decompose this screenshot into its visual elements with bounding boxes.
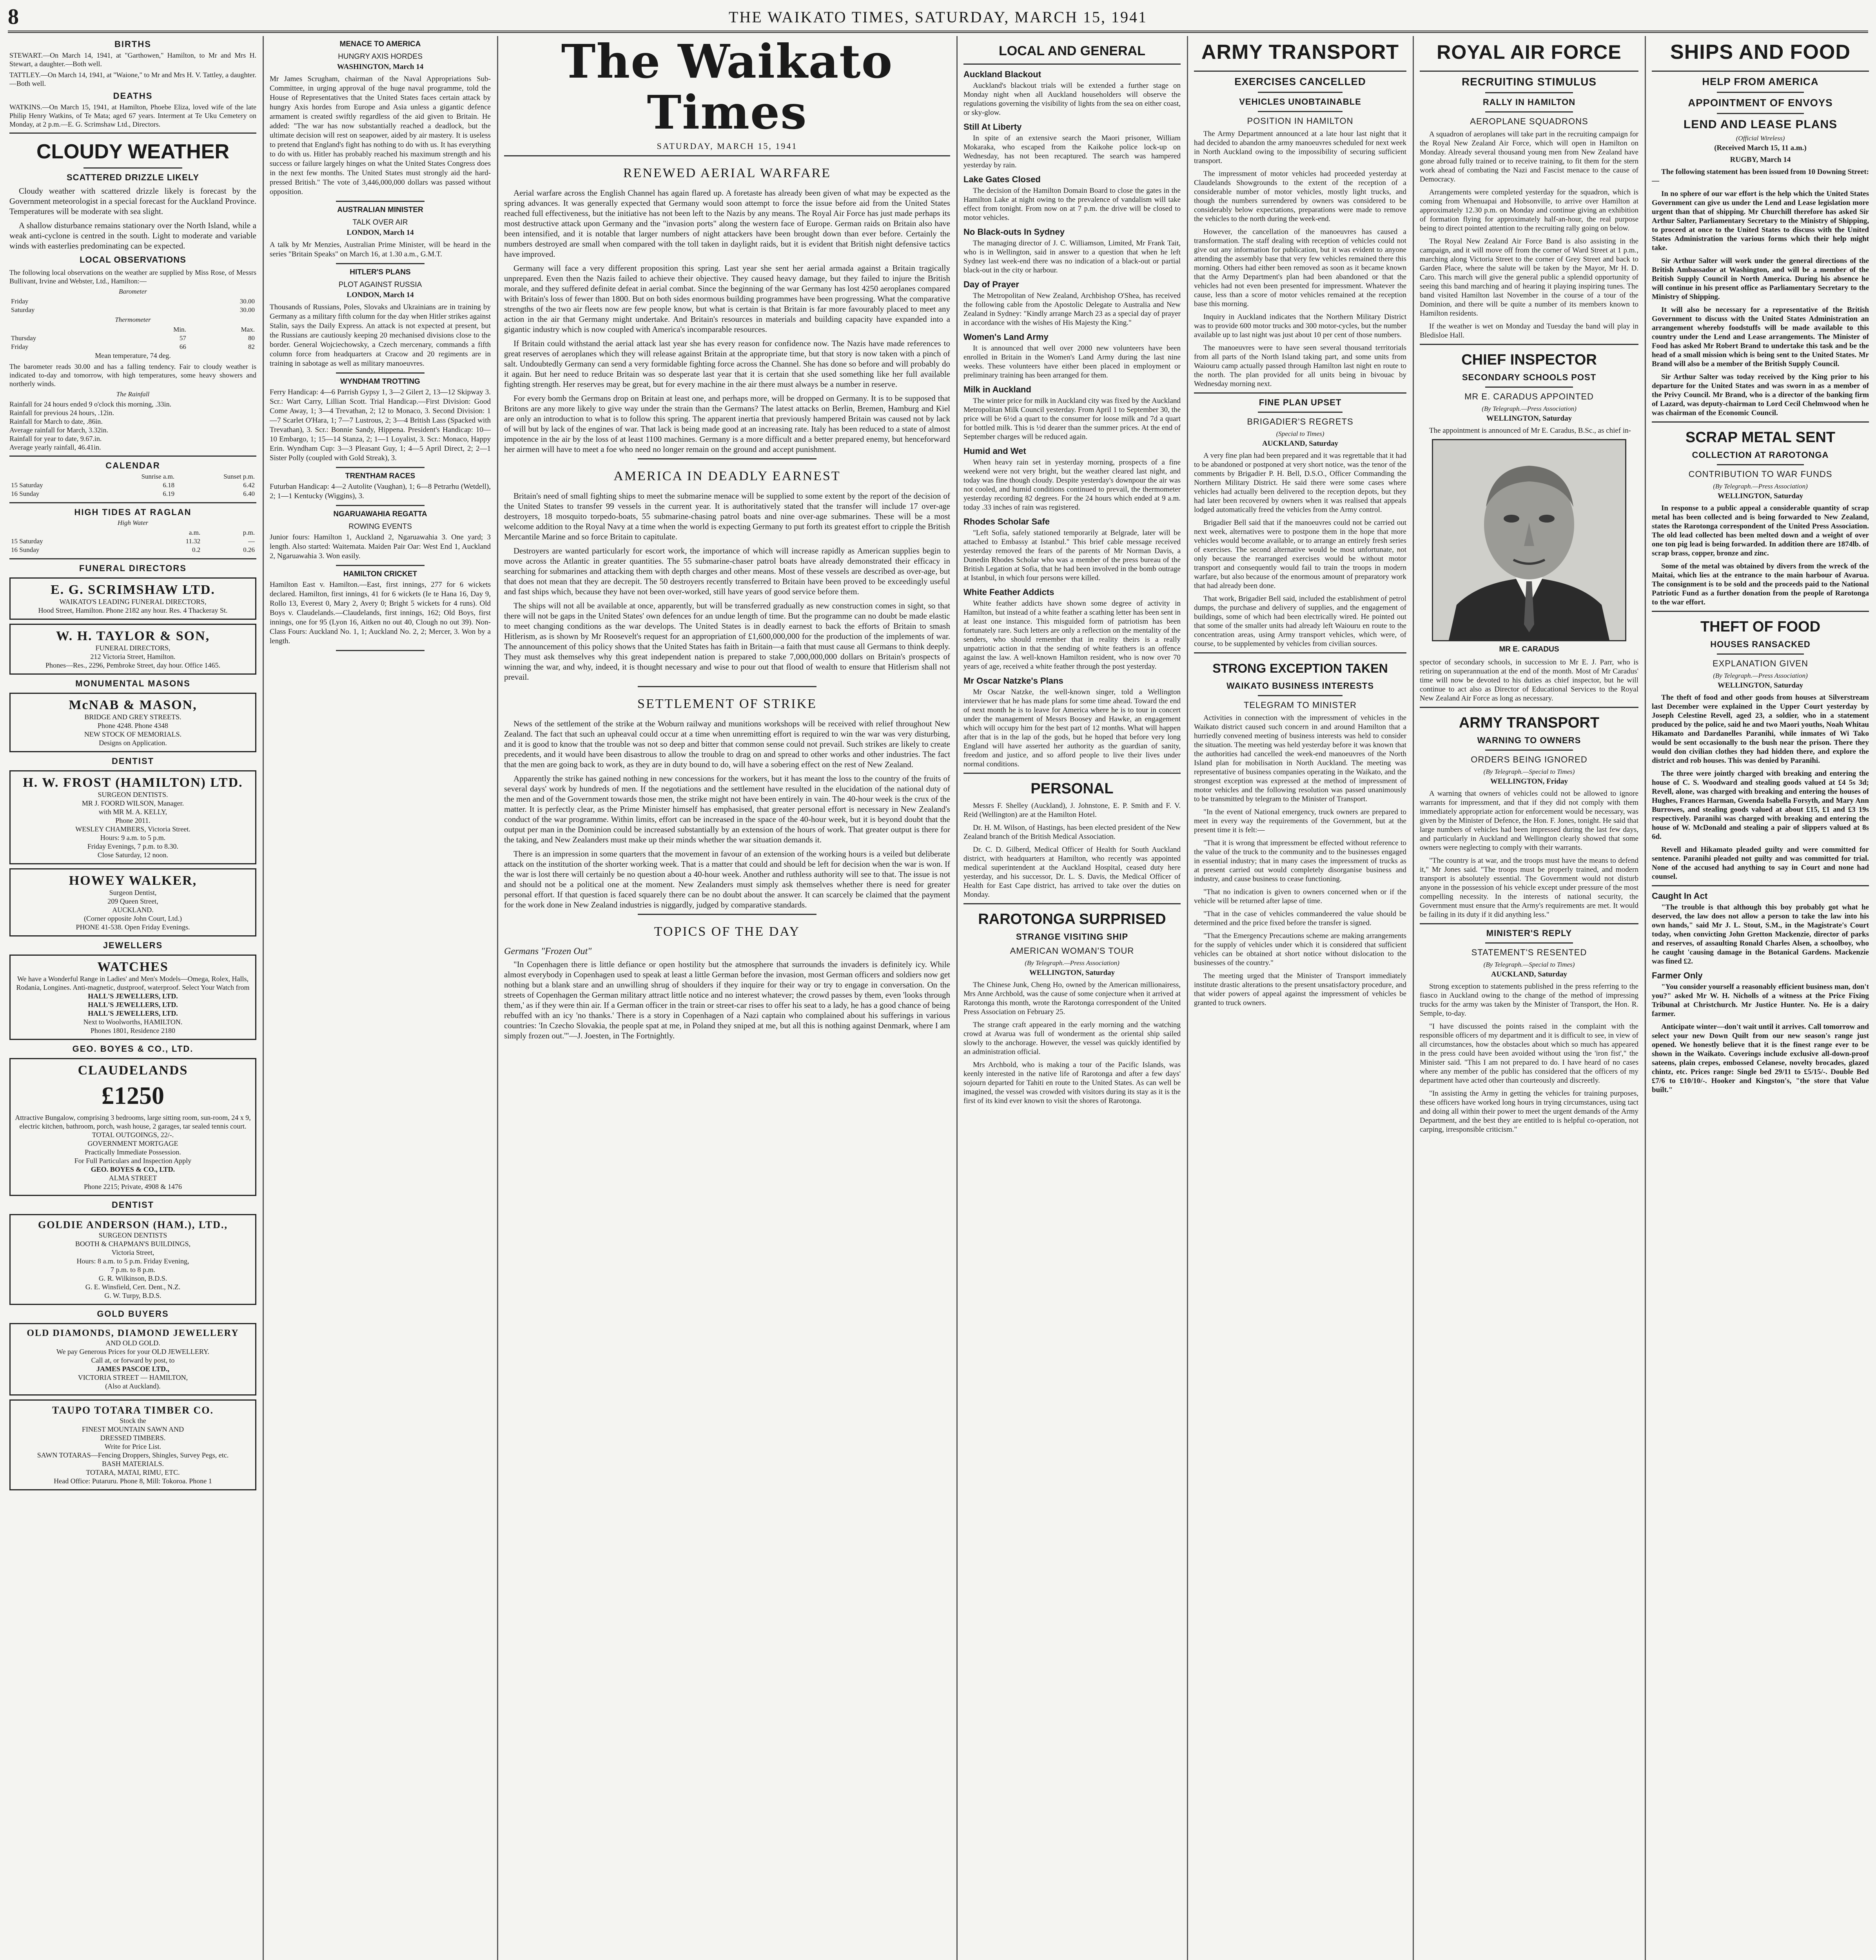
cable-subhead: TALK OVER AIR [352, 218, 408, 227]
dentist-ad: HOWEY WALKER, Surgeon Dentist, 209 Queen Street, AUCKLAND. (Corner opposite John Court, Ltd.) PHONE 41-538. Open Friday Evenings. [9, 868, 256, 936]
death-notice: WATKINS.—On March 15, 1941, at Hamilton, Phoebe Eliza, loved wife of the late Philip Henry Watkins, of Te Mata; aged 67 years. Interment at Te Uku Cemetery on Monday, at 2 p.m.—E. G. Scrimshaw Ltd., Directors. [9, 103, 256, 128]
scrap-metal-paragraph: Some of the metal was obtained by divers from the wreck of the Maitai, which lies at the entrance to the main harbour of Avarua. The consignment is to be sold and the proceeds paid to the National Patriotic Fund as a further donation from the people of Rarotonga to the war effort. [1652, 562, 1869, 606]
boyes-heading: GEO. BOYES & CO., LTD. [72, 1044, 194, 1054]
raf-headline: ROYAL AIR FORCE [1437, 41, 1622, 63]
rarotonga-headline: RAROTONGA SURPRISED [978, 911, 1166, 927]
observations-note: The barometer reads 30.00 and has a falling tendency. Fair to cloudy weather is indicated to-day and tomorrow, with high temperatures, some heavy showers and northerly winds. [9, 363, 256, 388]
portrait-illustration [1433, 440, 1625, 640]
birth-notice: TATTLEY.—On March 14, 1941, at "Waione," to Mr and Mrs H. V. Tattley, a daughter.—Both well. [9, 71, 256, 87]
strong-exception-paragraph: Activities in connection with the impressment of vehicles in the Waikato district caused such concern in and around Hamilton that a hurriedly convened meeting of business interests was held to consider the situation. The meeting was held yesterday before it was known that the authorities had cancelled the week-end manoeuvres of the North Island plan for mobilisation in North Auckland. The meeting was representative of business companies operating in the Waikato, and the strongest exception was expressed at the method of impressment of motor vehicles and the following resolution was passed unanimously to be transmitted by telegram to the Minister of Transport. [1194, 714, 1406, 803]
fine-plan-headline: FINE PLAN UPSET [1259, 397, 1342, 407]
cable-subhead: PLOT AGAINST RUSSIA [338, 281, 422, 289]
strong-exception-paragraph: The meeting urged that the Minister of Transport immediately institute drastic alterations to the present unsatisfactory procedure, and that wider powers of appeal against the impressment of vehicles be granted to truck owners. [1194, 972, 1406, 1007]
strong-exception-paragraph: "That it is wrong that impressment be effected without reference to the value of the truck to the community and to the businesses engaged in essential industry; that in many cases the impressment of trucks as at present carried out would completely disorganise business and industry, and cause business to cease functioning. [1194, 839, 1406, 883]
local-item-subhead: White Feather Addicts [963, 587, 1054, 597]
topics-headline: TOPICS OF THE DAY [654, 924, 800, 939]
property-ad: CLAUDELANDS £1250 Attractive Bungalow, comprising 3 bedrooms, large sitting room, sun-room, 24 x 9, electric kitchen, bathroom, porch, wash house, 2 garages, tar sealed tennis court. TOTAL OUTGOINGS, 22/-. GOVERNMENT MORTGAGE Practically Immediate Possession. For Full Particulars and Inspection Apply GEO. BOYES & CO., LTD. ALMA STREET Phone 2215; Private, 4908 & 1476 [9, 1058, 256, 1196]
rarotonga-paragraph: The strange craft appeared in the early morning and the watching crowd at Avarua was full of wonderment as the oriental ship sailed slowly to the anchorage. However, the vessel was quickly identified by an administration official. [963, 1021, 1181, 1056]
cable-headline: WYNDHAM TROTTING [340, 377, 420, 386]
editorial-paragraph: The ships will not all be available at once, apparently, but will be transferred gradually as new construction comes in sight, so that there will not be gaps in the United States' own defences for an undue length of time. But the programme can no doubt be made elastic to meet changing conditions as the war develops. The United States is in deadly earnest to back the efforts of Britain to smash Hitlerism, as is shown by Mr Roosevelt's request for an appropriation of £1,600,000,000 for the production of the implements of war. The announcement of this policy shows that the United States has faith in Britain—a faith that must cause all Germans to think deeply. They must ask themselves why this great independent nation is prepared to stake 7,000,000,000 dollars on Britain's prospects of winning the war, and why, indeed, it is thought necessary and wise to pour out that flood of wealth to ensure that Hitlerism shall not prevail. [504, 601, 950, 682]
column-rule [956, 36, 958, 1960]
editorial-headline: SETTLEMENT OF STRIKE [637, 697, 817, 711]
editorial-paragraph: Aerial warfare across the English Channel has again flared up. A foretaste has already been given of what may be expected as the spring advances. It was generally expected that Germany would soon attempt to force the issue before aid from the United States reached full effectiveness, but the initiative has not been left to the Nazis by any means. The Royal Air Force has just made perhaps its most destructive attack upon Germany and the "invasion ports" along the western face of Europe. German raids on Britain also have been intensified, and it is notable that larger numbers of night attackers have been brought down than ever before. Certainly the numbers destroyed are small when compared with the toll taken in daylight raids, but it is evident that British night defensive tactics have improved. [504, 188, 950, 259]
rarotonga-paragraph: The Chinese Junk, Cheng Ho, owned by the American millionairess, Mrs Anne Archbold, was the cause of some conjecture when it arrived at Rarotonga this month, wrote the Rarotonga correspondent of the United Press Association on February 25. [963, 981, 1181, 1016]
army-transport-headline: ARMY TRANSPORT [1201, 41, 1399, 64]
cable-item [270, 472, 491, 506]
thermometer-table: Min. Max. Thursday 57 80 Friday 66 82 [11, 326, 255, 350]
portrait-photo [1432, 439, 1626, 641]
dentist-heading: DENTIST [111, 1200, 154, 1210]
raf-paragraph: A squadron of aeroplanes will take part in the recruiting campaign for the Royal New Zealand Air Force, which will open in Hamilton on Monday. Already several thousand young men from New Zealand have gone abroad fully trained or to receive training, to fit them for the stern work ahead of combating the Nazi and Fascist menace to the cause of Democracy. [1420, 130, 1638, 183]
cable-text: Junior fours: Hamilton 1, Auckland 2, Ngaruawahia 3. One yard; 3 length. Also started: Waitemata. Maiden Pair Oar: West End 1, Auckland 2, Ngaruawahia 3. Won easily. [270, 533, 491, 560]
raf-paragraph: Arrangements were completed yesterday for the squadron, which is coming from Whenuapai and Hobsonville, to arrive over Hamilton at approximately 12.30 p.m. on Monday and continue giving an exhibition of formation flying for approximately half-an-hour, the real purpose being to direct pointed attention to the recruiting rally going on below. [1420, 188, 1638, 232]
fine-plan-paragraph: Brigadier Bell said that if the manoeuvres could not be carried out next week, alternatives were to postpone them in the hope that more vehicles would become available, or to arrange an entirely fresh series of exercises. The second alternative would be most unfortunate, not only because the rearranged exercises would be without motor transport and consequently would fail to train the troops in modern warfare, but also because of the enormous amount of preparatory work that had already been done. [1194, 519, 1406, 590]
army-paragraph: The Army Department announced at a late hour last night that it had decided to abandon the army manoeuvres scheduled for next week in North Auckland owing to the impossibility of securing sufficient transport. [1194, 130, 1406, 165]
editorial-paragraph: News of the settlement of the strike at the Woburn railway and munitions workshops will be received with relief throughout New Zealand. The fact that such an upheaval could occur at a time when unremitting effort is required to win the war was very disturbing, and it is good to know that the trouble was not so deep and bitter that common sense could not prevail. Such strikes are likely to create precedents, and it would have been disastrous to allow the trouble to drag on and spread to other works and other industries. The fact that the men are going back to work, as they are in duty bound to do, will have a sobering effect on the rest of New Zealand. [504, 719, 950, 769]
local-item-subhead: Milk in Auckland [963, 385, 1031, 394]
local-item-subhead: No Black-outs In Sydney [963, 227, 1065, 237]
weather-paragraph: A shallow disturbance remains stationary over the North Island, while a weak anti-cyclone is centred in the south. Light to moderate and variable winds with easterlies predominating can be expected. [9, 221, 256, 250]
local-item-text: In spite of an extensive search the Maori prisoner, William Mokaraka, who escaped from the Kaikohe police lock-up on Wednesday, has not been recaptured. The search was hampered yesterday by rain. [963, 134, 1181, 169]
rarotonga-paragraph: Mrs Archbold, who is making a tour of the Pacific Islands, was keenly interested in the native life of Rarotonga and after a few days' sojourn departed for Tahiti en route to the United States. As can well be imagined, the vessel was crowded with visitors during its stay as it is the first of its kind ever known to visit the shores of Rarotonga. [963, 1061, 1181, 1105]
ships-food-headline: SHIPS AND FOOD [1670, 41, 1851, 64]
calendar-table: Sunrise a.m. Sunset p.m. 15 Saturday 6.18 6.42 16 Sunday 6.19 6.40 [11, 473, 255, 497]
chief-inspector-headline: CHIEF INSPECTOR [1461, 352, 1597, 368]
chief-inspector-paragraph: The appointment is announced of Mr E. Caradus, B.Sc., as chief in- [1429, 426, 1631, 435]
births-heading: BIRTHS [114, 39, 151, 49]
local-item-text: It is announced that well over 2000 new volunteers have been enrolled in Britain in the Women's Land Army during the last nine weeks. These volunteers have either been placed in employment or preliminary training has been arranged for them. [963, 344, 1181, 379]
jewellers-heading: JEWELLERS [103, 940, 163, 950]
local-general-headline: LOCAL AND GENERAL [999, 44, 1145, 58]
personal-paragraph: Dr. C. D. Gilberd, Medical Officer of Health for South Auckland district, with headquarters at Hamilton, who recently was appointed medical superintendent at the Auckland Hospital, ceased duty here yesterday, and his successor, Dr. L. S. Davis, the Medical Officer of Health for East Cape district, has arrived to take over the duties on Monday. [963, 846, 1181, 899]
raf-paragraph: If the weather is wet on Monday and Tuesday the band will play in Bledisloe Hall. [1420, 322, 1638, 339]
jewellers-ad: WATCHES We have a Wonderful Range in Ladies' and Men's Models—Omega, Rolex, Halls, Rodania, Longines. Anti-magnetic, dustproof, waterproof. Select Your Watch from HALL'S JEWELLERS, LTD. HALL'S JEWELLERS, LTD. HALL'S JEWELLERS, LTD. Next to Woolworths, HAMILTON. Phones 1801, Residence 2180 [9, 955, 256, 1040]
fine-plan-paragraph: That work, Brigadier Bell said, included the establishment of petrol dumps, the purchase and delivery of supplies, and the engagement of buildings, some of which had been electrically wired. He pointed out that some of the smaller units had already left Waiouru en route to the concentration areas, using Army transport vehicles, which were, of course, to be supplemented by vehicles from civilian sources. [1194, 595, 1406, 648]
tides-heading: HIGH TIDES AT RAGLAN [74, 507, 192, 517]
cable-item [270, 40, 491, 202]
editorial-headline: AMERICA IN DEADLY EARNEST [613, 469, 841, 483]
caught-in-act-subhead: Caught In Act [1652, 891, 1708, 901]
army-paragraph: The impressment of motor vehicles had proceeded yesterday at Claudelands Showgrounds to the extent of the reception of a considerable number of motor vehicles, mostly light trucks, and though the numbers surrendered by owners was considered to be considerably below expectations, preparations were made to remove the vehicles to the north during the week-end. [1194, 170, 1406, 223]
ministers-reply-paragraph: Strong exception to statements published in the press referring to the fiasco in Auckland owing to the change of the method of impressing trucks for the army was taken by the Minister of Transport, the Hon. R. Semple, to-day. [1420, 982, 1638, 1018]
scrap-metal-paragraph: In response to a public appeal a considerable quantity of scrap metal has been collected and is being forwarded to New Zealand, states the Rarotonga correspondent of the United Press Association. The old lead collected has been melted down and a weight of over one ton pig lead is being forwarded. In addition there are 1874lb. of scrap brass, copper, bronze and zinc. [1652, 504, 1869, 557]
dentist-heading: DENTIST [111, 756, 154, 766]
column-local-general: LOCAL AND GENERAL Auckland Blackout Auckland's blackout trials will be extended a further stage on Monday night when all Auckland householders will observe the regulations governing the visibility of lights from the sea on either coast, or sky-glow. Still At Liberty In spite of an extensive search the Maori prisoner, William Mokaraka, who escaped from the Kaikohe police lock-up on Wednesday, has not been recaptured. The search was hampered yesterday by rain. Lake Gates Closed The decision of the Hamilton Domain Board to close the gates in the Hamilton Lake at night owing to the prevalence of vandalism will take effect from tonight. From now on at 7 p.m. the drive will be closed to motor vehicles. No Black-outs In Sydney The managing director of J. C. Williamson, Limited, Mr Frank Tait, who is in Wellington, said in answer to a question that when he left Sydney last week-end there was no indication of a black-out or partial black-out in the city or harbour. Day of Prayer The Metropolitan of New Zealand, Archbishop O'Shea, has received the following cable from the Apostolic Delegate to Australia and New Zealand in Sydney: "Kindly arrange March 23 as a special day of prayer in accordance with the wishes of His Majesty the King." Women's Land Army It is announced that well over 2000 new volunteers have been enrolled in Britain in the Women's Land Army during the last nine weeks. These volunteers have either been placed in employment or preliminary training has been arranged for them. Milk in Auckland The winter price for milk in Auckland city was fixed by the Auckland Metropolitan Milk Council yesterday. From April 1 to September 30, the price will be 6½d a quart to the consumer for loose milk and 7d a quart for bottled milk. This is ½d dearer than the summer prices. At the end of September charges will be reduced again. Humid and Wet When heavy rain set in yesterday morning, prospects of a fine weekend were not very bright, but the weather cleared last night, and today was fine though cloudy. Despite yesterday's downpour the air was not cooled, and humid conditions continued to prevail, the thermometer yesterday recording 82 degrees. For the 24 hours which ended at 9 a.m. today .33 inches of rain was registered. Rhodes Scholar Safe "Left Sofia, safely stationed temporarily at Belgrade, later will be attached to Embassy at Istanbul." This brief cable message received yesterday removed the fears of the parents of Mr Norman Davis, a Dunedin Rhodes Scholar who was a member of the press bureau of the British Legation at Sofia, that he had been involved in the bomb outrage at Istanbul, in which four persons were killed. White Feather Addicts White feather addicts have shown some degree of activity in Hamilton, but instead of a white feather a scathing letter has been sent in at least one instance. This misguided form of patriotism has been fortunately rare. Such letters are only a reflection on the mentality of the senders, who should remember that in reality theirs is a really unpatriotic action in that the sending of white feathers is an offence against the law. A well-known Hamilton resident, who is now over 70 years of age, received a white feather through the post yesterday. Mr Oscar Natzke's Plans Mr Oscar Natzke, the well-known singer, told a Wellington interviewer that he has made plans for some time ahead. Toward the end of next month he is to leave for America where he is to tour in concert under the management of Messrs Boosey and Hawke, an engagement which will occupy him for the best part of 12 months. What will happen after that is in the lap of the gods, but he hoped that before very long England will have asserted her authority as the guardian of sanity, freedom and justice, and so afford people to live their lives under normal conditions. PERSONAL Messrs F. Shelley (Auckland), J. Johnstone, E. P. Smith and F. V. Reid (Wellington) are at the Hamilton Hotel. Dr. H. M. Wilson, of Hastings, has been elected president of the New Zealand branch of the British Medical Association. Dr. C. D. Gilberd, Medical Officer of Health for South Auckland district, with headquarters at Hamilton, who recently was appointed medical superintendent at the Auckland Hospital, ceased duty here yesterday, and his successor, Dr. L. S. Davis, the Medical Officer of Health for East Cape district, has arrived to take over the duties on Monday. RAROTONGA SURPRISED STRANGE VISITING SHIP AMERICAN WOMAN'S TOUR (By Telegraph.—Press Association) WELLINGTON, Saturday The Chinese Junk, Cheng Ho, owned by the American millionairess, Mrs Anne Archbold, was the cause of some conjecture when it arrived at Rarotonga this month, wrote the Rarotonga correspondent of the United Press Association on February 25. The strange craft appeared in the early morning and the watching crowd at Avarua was full of wonderment as the oriental ship sailed slowly to the anchorage. However, the vessel was quickly identified by an administration official. Mrs Archbold, who is making a tour of the Pacific Islands, was keenly interested in the native life of Rarotonga and after a few days' sojourn departed for Tahiti en route to the United States. As can well be imagined, the vessel was crowded with visitors during its stay as it is the first of its kind ever known to visit the shores of Rarotonga. [963, 36, 1181, 1960]
local-item-subhead: Rhodes Scholar Safe [963, 517, 1050, 526]
column-rule [497, 36, 498, 1960]
deaths-heading: DEATHS [113, 91, 153, 101]
mean-temperature: Mean temperature, 74 deg. [95, 352, 171, 359]
funeral-ad: E. G. SCRIMSHAW LTD. WAIKATO'S LEADING FUNERAL DIRECTORS, Hood Street, Hamilton. Phone 2182 any hour. Res. 4 Thackeray St. [9, 577, 256, 620]
topics-subhead: Germans "Frozen Out" [504, 946, 592, 956]
fine-plan-paragraph: A very fine plan had been prepared and it was regrettable that it had to be abandoned or postponed at very short notice, was the tenor of the comments by Brigadier P. H. Bell, D.S.O., Officer Commanding the Northern Military District. He said there were some cases where vehicles had actually been delivered to the reception depots, but they had later been recovered by owners when it was realised that appeals lodged automatically freed the vehicles from the Army control. [1194, 452, 1406, 514]
cable-text: Hamilton East v. Hamilton.—East, first innings, 277 for 6 wickets declared. Hamilton, first innings, 41 for 6 wickets (Ie te Hana 16, Day 9, Rollo 13, Everest 0, Mary 2, Avery 0; Bright 5 wickets for 4 runs). Old Boys v. Claudelands.—Claudelands, first innings, 162; Old Boys, first innings, one for 95 (Lyon 16, Aitken no out 40, Clough no out 39). Non-Class Fours: Auckland No. 1, 1; Auckland No. 2, 2; Mercer, 3. Won by a length. [270, 581, 491, 645]
observations-intro: The following local observations on the weather are supplied by Miss Rose, of Messrs Bullivant, Irvine and Webster, Ltd., Hamilton:— [9, 269, 256, 285]
cable-subhead: ROWING EVENTS [348, 523, 412, 531]
weather-headline: CLOUDY WEATHER [36, 140, 230, 163]
editorial-column [504, 36, 950, 1960]
weather-subhead: SCATTERED DRIZZLE LIKELY [66, 172, 200, 182]
chief-inspector-paragraph: spector of secondary schools, in succession to Mr E. J. Parr, who is retiring on superannuation at the end of the month. Most of Mr Caradus' time will now be devoted to his duties as chief inspector, but he will continue to act also as Director of Educational Services to the Royal New Zealand Air Force as long as necessary. [1420, 658, 1638, 702]
theft-headline: THEFT OF FOOD [1700, 619, 1821, 635]
ships-food-paragraph: Sir Arthur Salter was today received by the King prior to his departure for the United States and was sworn in as a member of the Privy Council. Mr Brand, who is a director of the banking firm of Lazard, was deputy-chairman to Lord Cecil Chelmwood when he was chairman of the Economic Council. [1652, 373, 1869, 417]
personal-paragraph: Dr. H. M. Wilson, of Hastings, has been elected president of the New Zealand branch of the British Medical Association. [963, 824, 1181, 841]
cable-item [270, 570, 491, 651]
weather-paragraph: Cloudy weather with scattered drizzle likely is forecast by the Government meteorologist in a special forecast for the Auckland Province. Temperatures will be moderate with sea slight. [9, 186, 256, 216]
local-item-text: The winter price for milk in Auckland city was fixed by the Auckland Metropolitan Milk Council yesterday. From April 1 to September 30, the price will be 6½d a quart to the consumer for loose milk and 7d a quart for bottled milk. This is ½d dearer than the summer prices. At the end of September charges will be reduced again. [963, 397, 1181, 441]
cable-headline: TRENTHAM RACES [345, 472, 415, 480]
local-item-text: The managing director of J. C. Williamson, Limited, Mr Frank Tait, who is in Wellington, said in answer to a question that when he left Sydney last week-end there was no indication of a black-out or partial black-out in the city or harbour. [963, 239, 1181, 274]
barometer-heading: Barometer [118, 288, 147, 295]
army-paragraph: Inquiry in Auckland indicates that the Northern Military District was to provide 600 motor trucks and 300 motor-cycles, but the number available up to last night was just about 10 per cent of those numbers. [1194, 313, 1406, 339]
army-paragraph: However, the cancellation of the manoeuvres has caused a transformation. The staff dealing with reception of vehicles could not give out any information for publication, but it was evident to anyone attending the assembly base that very few vehicles remained there this morning. Others had either been removed as soon as it became known that the Army Department's plan had been abandoned or that the vehicles had not even been presented for impressment. Whatever the cause, less than a score of motor vehicles remained at the reception base this morning. [1194, 228, 1406, 308]
cable-headline: NGARUAWAHIA REGATTA [333, 510, 427, 518]
strong-exception-paragraph: "In the event of National emergency, truck owners are prepared to meet in every way the requirements of the Government, but at the present time it is felt:— [1194, 808, 1406, 834]
cable-text: Mr James Scrugham, chairman of the Naval Appropriations Sub-Committee, in urging approval of the huge naval programme, told the House of Representatives that the United States faces certain attack by hungry Axis hordes from Europe and Asia unless a gigantic defence armament is created swiftly regardless of the aid given to Britain. He added: "The war has now substantially reached a deadlock, but the ultimate decision will rest on seapower, aided by air mastery. It is useless to pretend that England's fight has nothing to do with us. It has everything to do with us. Hitler has probably reached his maximum strength and his success or failure largely hinges on what the United States Congress does in the next few months. The United States must strongly aid the hard-pressed British." The vote of 3,446,000,000 dollars was passed without opposition. [270, 75, 491, 196]
birth-notice: STEWART.—On March 14, 1941, at "Garthowen," Hamilton, to Mr and Mrs H. Stewart, a daughter.—Both well. [9, 51, 256, 68]
strong-exception-paragraph: "That in the case of vehicles commandeered the value should be determined and the price fixed before the transfer is signed. [1194, 910, 1406, 927]
army-paragraph: The manoeuvres were to have seen several thousand territorials from all parts of the North Island taking part, and some units from Waiouru camp actually passed through Hamilton last night en route to the north. The plan provided for all units being in bivouac by Wednesday morning next. [1194, 344, 1406, 388]
local-item-text: White feather addicts have shown some degree of activity in Hamilton, but instead of a white feather a scathing letter has been sent in at least one instance. This misguided form of patriotism has been fortunately rare. Such letters are only a reflection on the mentality of the senders, who should remember that in reality theirs is a really unpatriotic action in that the sending of white feathers is an offence against the law. A well-known Hamilton resident, who is now over 70 years of age, received a white feather through the post yesterday. [963, 599, 1181, 671]
monumental-ad: McNAB & MASON, BRIDGE AND GREY STREETS. Phone 4248. Phone 4348 NEW STOCK OF MEMORIALS. Designs on Application. [9, 693, 256, 752]
cable-subhead: HUNGRY AXIS HORDES [338, 53, 423, 61]
cable-item [270, 377, 491, 468]
gold-heading: GOLD BUYERS [97, 1309, 169, 1319]
rainfall-line: Rainfall for 24 hours ended 9 o'clock this morning, .33in. [9, 400, 172, 408]
strong-exception-paragraph: "That no indication is given to owners concerned when or if the vehicle will be returned after lapse of time. [1194, 888, 1406, 905]
local-item-subhead: Lake Gates Closed [963, 174, 1041, 184]
column-royal-air-force: ROYAL AIR FORCE RECRUITING STIMULUS RALLY IN HAMILTON AEROPLANE SQUADRONS A squadron of aeroplanes will take part in the recruiting campaign for the Royal New Zealand Air Force, which will open in Hamilton on Monday. Already several thousand young men from New Zealand have gone abroad fully trained or to receive training, to fit them for the stern work ahead of combating the Nazi and Fascist menace to the cause of Democracy. Arrangements were completed yesterday for the squadron, which is coming from Whenuapai and Hobsonville, to arrive over Hamilton at approximately 12.30 p.m. on Monday and continue giving an exhibition of formation flying for approximately half-an-hour, the real purpose being to direct pointed attention to the recruiting rally going on below. The Royal New Zealand Air Force Band is also assisting in the campaign, and it will move off from the corner of Ward Street at 1 p.m., marching along Victoria Street to the corner of Grey Street and back to Garden Place, where the salute will be taken by the Mayor, Mr H. D. Caro. This march will give the general public a splendid opportunity of seeing this band marching and of hearing it playing inspiring tunes. The band visited Hamilton last November in the course of a tour of the Dominion, and there will be quite a number of its members known to Hamilton residents. If the weather is wet on Monday and Tuesday the band will play in Bledisloe Hall. CHIEF INSPECTOR SECONDARY SCHOOLS POST MR E. CARADUS APPOINTED (By Telegraph.—Press Association) WELLINGTON, Saturday The appointment is announced of Mr E. Caradus, B.Sc., as chief in- MR E. CARADUS spector of secondary schools, in succession to Mr E. J. Parr, who is retiring on superannuation at the end of the month. Most of Mr Caradus' time will now be devoted to his duties as chief inspector, but he will continue to act also as Director of Educational Services to the Royal New Zealand Air Force as long as necessary. ARMY TRANSPORT WARNING TO OWNERS ORDERS BEING IGNORED (By Telegraph.—Special to Times) WELLINGTON, Friday A warning that owners of vehicles could not be allowed to ignore warrants for impressment, and that if they did not comply with them immediately appropriate action for enforcement would be necessary, was given by the Minister of Defence, the Hon. F. Jones, tonight. He said that large numbers of vehicles had been impressed during the last few days, and particularly in Auckland and Wellington clearly showed that some owners were neglecting to comply with their warrants. "The country is at war, and the troops must have the means to defend it," Mr Jones said. "The troops must be properly trained, and modern transport is absolutely essential. The Government would not disturb anyone in the possession of his vehicle except under pressure of the most compelling necessity. In the interests of national security, the Government must ensure that the Army's requirements are met. It would be failing in its duty if it did anything less." MINISTER'S REPLY STATEMENT'S RESENTED (By Telegraph.—Special to Times) AUCKLAND, Saturday Strong exception to statements published in the press referring to the fiasco in Auckland owing to the change of the method of impressing trucks for the army was taken by the Minister of Transport, the Hon. R. Semple, to-day. "I have discussed the points raised in the complaint with the responsible officers of my department and it is difficult to see, in view of all circumstances, how the obstacles about which so much has appeared in the press could have been avoided without using the 'iron fist'," the Minister said. "This I am not prepared to do. I have heard of no cases where any member of the public has considered that the officers of my department have acted other than courteously and discreetly. "In assisting the Army in getting the vehicles for training purposes, these officers have worked long hours in trying circumstances, using tact and doing all within their power to meet the urgent demands of the Army Department, and the best they are entitled to is helpful co-operation, not carping, irresponsible criticism." [1420, 36, 1638, 1960]
thermometer-heading: Thermometer [115, 316, 151, 323]
barometer-table: Friday 30.00 Saturday 30.00 [11, 298, 255, 314]
column-classifieds: BIRTHS STEWART.—On March 14, 1941, at "Garthowen," Hamilton, to Mr and Mrs H. Stewart, a daughter.—Both well. TATTLEY.—On March 14, 1941, at "Waione," to Mr and Mrs H. V. Tattley, a daughter.—Both well. DEATHS WATKINS.—On March 15, 1941, at Hamilton, Phoebe Eliza, loved wife of the late Philip Henry Watkins, of Te Mata; aged 67 years. Interment at Te Uku Cemetery on Monday, at 2 p.m.—E. G. Scrimshaw Ltd., Directors. CLOUDY WEATHER SCATTERED DRIZZLE LIKELY Cloudy weather with scattered drizzle likely is forecast by the Government meteorologist in a special forecast for the Auckland Province. Temperatures will be moderate with sea slight. A shallow disturbance remains stationary over the North Island, while a weak anti-cyclone is centred in the south. Light to moderate and variable winds with easterlies predominating can be expected. LOCAL OBSERVATIONS The following local observations on the weather are supplied by Miss Rose, of Messrs Bullivant, Irvine and Webster, Ltd., Hamilton:— Barometer Friday 30.00 Saturday 30.00 Thermometer Min. Max. Thursday 57 80 Friday 66 82 Mean temperature, 74 deg. The barometer reads 30.00 and has a falling tendency. Fair to cloudy weather is indicated to-day and tomorrow, with high temperatures, some heavy showers and northerly winds. The Rainfall Rainfall for 24 hours ended 9 o'clock this morning, .33in. Rainfall for previous 24 hours, .12in. Rainfall for March to date, .86in. Average rainfall for March, 3.32in. Rainfall for year to date, 9.67.in. Average yearly rainfall, 46.41in. CALENDAR Sunrise a.m. Sunset p.m. 15 Saturday 6.18 6.42 16 Sunday 6.19 6.40 HIGH TIDES AT RAGLAN High Water a.m. p.m. 15 Saturday 11.32 — 16 Sunday 0.2 0.26 FUNERAL DIRECTORS E. G. SCRIMSHAW LTD. WAIKATO'S LEADING FUNERAL DIRECTORS, Hood Street, Hamilton. Phone 2182 any hour. Res. 4 Thackeray St. W. H. TAYLOR & SON, FUNERAL DIRECTORS, 212 Victoria Street, Hamilton. Phones—Res., 2296, Pembroke Street, day hour. Office 1465. MONUMENTAL MASONS McNAB & MASON, BRIDGE AND GREY STREETS. Phone 4248. Phone 4348 NEW STOCK OF MEMORIALS. Designs on Application. DENTIST H. W. FROST (HAMILTON) LTD. SURGEON DENTISTS. MR J. FOORD WILSON, Manager. with MR M. A. KELLY, Phone 2011. WESLEY CHAMBERS, Victoria Street. Hours: 9 a.m. to 5 p.m. Friday Evenings, 7 p.m. to 8.30. Close Saturday, 12 noon. HOWEY WALKER, Surgeon Dentist, 209 Queen Street, AUCKLAND. (Corner opposite John Court, Ltd.) PHONE 41-538. Open Friday Evenings. JEWELLERS WATCHES We have a Wonderful Range in Ladies' and Men's Models—Omega, Rolex, Halls, Rodania, Longines. Anti-magnetic, dustproof, waterproof. Select Your Watch from HALL'S JEWELLERS, LTD. HALL'S JEWELLERS, LTD. HALL'S JEWELLERS, LTD. Next to Woolworths, HAMILTON. Phones 1801, Residence 2180 GEO. BOYES & CO., LTD. CLAUDELANDS £1250 Attractive Bungalow, comprising 3 bedrooms, large sitting room, sun-room, 24 x 9, electric kitchen, bathroom, porch, wash house, 2 garages, tar sealed tennis court. TOTAL OUTGOINGS, 22/-. GOVERNMENT MORTGAGE Practically Immediate Possession. For Full Particulars and Inspection Apply GEO. BOYES & CO., LTD. ALMA STREET Phone 2215; Private, 4908 & 1476 DENTIST GOLDIE ANDERSON (HAM.), LTD., SURGEON DENTISTS BOOTH & CHAPMAN'S BUILDINGS, Victoria Street, Hours: 8 a.m. to 5 p.m. Friday Evening, 7 p.m. to 8 p.m. G. R. Wilkinson, B.D.S. G. E. Winsfield, Cert. Dent., N.Z. G. W. Turpy, B.D.S. GOLD BUYERS OLD DIAMONDS, DIAMOND JEWELLERY AND OLD GOLD. We pay Generous Prices for your OLD JEWELLERY. Call at, or forward by post, to JAMES PASCOE LTD., VICTORIA STREET — HAMILTON, (Also at Auckland). TAUPO TOTARA TIMBER CO. Stock the FINEST MOUNTAIN SAWN AND DRESSED TIMBERS. Write for Price List. SAWN TOTARAS—Fencing Droppers, Shingles, Survey Pegs, etc. BASH MATERIALS. TOTARA, MATAI, RIMU, ETC. Head Office: Putaruru. Phone 8, Mill: Tokoroa. Phone 1 [9, 36, 256, 1960]
raf-paragraph: The Royal New Zealand Air Force Band is also assisting in the campaign, and it will move off from the corner of Ward Street at 1 p.m., marching along Victoria Street to the corner of Grey Street and back to Garden Place, where the salute will be taken by the Mayor, Mr H. D. Caro. This march will give the general public a splendid opportunity of seeing this band marching and of hearing it playing inspiring tunes. The band visited Hamilton last November in the course of a tour of the Dominion, and there will be quite a number of its members known to Hamilton residents. [1420, 237, 1638, 318]
ships-food-paragraph: The following statement has been issued from 10 Downing Street:— [1652, 168, 1869, 185]
cable-text: A talk by Mr Menzies, Australian Prime Minister, will be heard in the series "Britain Speaks" on March 16, at 1.30 a.m., G.M.T. [270, 241, 491, 258]
edition-date: SATURDAY, MARCH 15, 1941 [657, 141, 798, 151]
column-ships-food: SHIPS AND FOOD HELP FROM AMERICA APPOINTMENT OF ENVOYS LEND AND LEASE PLANS (Official Wireless) (Received March 15, 11 a.m.) RUGBY, March 14 The following statement has been issued from 10 Downing Street:— In no sphere of our war effort is the help which the United States Government can give us under the Lend and Lease legislation more urgent than that of shipping. Mr Churchill therefore has asked Sir Arthur Salter, Parliamentary Secretary to the Ministry of Shipping, to proceed at once to the United States to discuss with the United States Administration the various forms which their help might take. Sir Arthur Salter will work under the general directions of the British Ambassador at Washington, and will be a member of the British Supply Council in North America. During his absence he will continue in his present office as Parliamentary Secretary to the Ministry of Shipping. It will also be necessary for a representative of the British Government to discuss with the United States Administration an arrangement whereby foodstuffs will be made available to this country under the Lend and Lease arrangements. The Minister of Food has asked Mr Robert Brand to undertake this task and be the head of a small mission which is being sent to the United States. Mr Brand will also be a member of the British Supply Council. Sir Arthur Salter was today received by the King prior to his departure for the United States and was sworn in as a member of the Privy Council. Mr Brand, who is a director of the banking firm of Lazard, was deputy-chairman to Lord Cecil Chelmwood when he was chairman of the Economic Council. SCRAP METAL SENT COLLECTION AT RAROTONGA CONTRIBUTION TO WAR FUNDS (By Telegraph.—Press Association) WELLINGTON, Saturday In response to a public appeal a considerable quantity of scrap metal has been collected and is being forwarded to New Zealand, states the Rarotonga correspondent of the United Press Association. The old lead collected has been melted down and a weight of over one ton pig lead is being forwarded. In addition there are 1874lb. of scrap brass, copper, bronze and zinc. Some of the metal was obtained by divers from the wreck of the Maitai, which lies at the entrance to the main harbour of Avarua. The consignment is to be sold and the proceeds paid to the National Patriotic Fund as a further donation from the people of Rarotonga to the war effort. THEFT OF FOOD HOUSES RANSACKED EXPLANATION GIVEN (By Telegraph.—Press Association) WELLINGTON, Saturday The theft of food and other goods from houses at Silverstream last December were explained in the Upper Court yesterday by Joseph Celestine Revell, aged 23, a soldier, who in a statement produced by the police, said he and two Maori youths, Noah Whitau Hikamato and Dardanelles Paranihi, while inmates of Wi Tako would be sent occasionally to the bush near the prison. There they would don civilian clothes they had hidden there, and explore the district and rob houses. This was denied by Paranihi. The three were jointly charged with breaking and entering the house of C. S. Woodward and stealing goods valued at £4 5s 3d; Revell, alone, was charged with breaking and entering the houses of Hughes, Frances Harman, Gwenda Isabella Forsyth, and Mary Ann Burrowes, and stealing goods valued at about £15, £1 and £3 19s respectively. Paranihi was charged with breaking and entering the house of W. McDonald and stealing a pair of slippers valued at 8s 6d. Revell and Hikamato pleaded guilty and were committed for sentence. Paranihi pleaded not guilty and was committed for trial. None of the accused had anything to say in Court and none had counsel. Caught In Act "The trouble is that although this boy probably got what he deserved, the law does not allow a person to take the law into his own hands," said Mr J. L. Stout, S.M., in the Magistrate's Court today, when convicting John Gretton Mackenzie, director of parks and reserves, of assaulting Ronald Charles Alsen, a schoolboy, who he caught 'causing damage in the Botanical Gardens. Mackenzie was fined £2. Farmer Only "You consider yourself a reasonably efficient business man, don't you?" asked Mr W. H. Nicholls of a witness at the Price Fixing Tribunal at Christchurch. Mr Justice Hunter. No. He is a dairy farmer. Anticipate winter—don't wait until it arrives. Call tomorrow and select your new Down Quilt from our new season's range just opened. We honestly believe that it is the finest range ever to be shown in the Waikato. Coverings include exclusive all-down-proof sateens, plain crepes, embossed Celanese, novelty brocades, glazed chintz, etc. Prices range: Single bed 29/11 to £5/15/-. Double Bed £7/6 to £10/10/-. Hooker and Kingston's, "the store that Value built." [1652, 36, 1869, 1960]
personal-paragraph: Messrs F. Shelley (Auckland), J. Johnstone, E. P. Smith and F. V. Reid (Wellington) are at the Hamilton Hotel. [963, 802, 1181, 819]
rainfall-heading: The Rainfall [116, 390, 150, 398]
local-item-text: The decision of the Hamilton Domain Board to close the gates in the Hamilton Lake at night owing to the prevalence of vandalism will take effect from tonight. From now on at 7 p.m. the drive will be closed to motor vehicles. [963, 187, 1181, 222]
funeral-heading: FUNERAL DIRECTORS [79, 563, 187, 573]
cable-dateline: LONDON, March 14 [347, 229, 414, 237]
army-warning-paragraph: A warning that owners of vehicles could not be allowed to ignore warrants for impressment, and that if they did not comply with them immediately appropriate action for enforcement would be necessary, was given by the Minister of Defence, the Hon. F. Jones, tonight. He said that large numbers of vehicles had been impressed during the last few days, and particularly in Auckland and Wellington clearly showed that some owners were neglecting to comply with their warrants. [1420, 789, 1638, 852]
editorial-paragraph: If Britain could withstand the aerial attack last year she has every reason for confidence now. The Nazis have made references to great reserves of aeroplanes which they will release against Britain at the appropriate time, but that story is now taken with a pinch of salt. Undoubtedly Germany can send a very formidable fighting force across the Channel. She has done so before and will probably do it again. But her need to reduce Britain was so desperate last year that it is certain that she used something like her full available fighting strength. Her reserves may be great, but for every machine in the air there must always be a number in reserve. [504, 339, 950, 389]
funeral-ad: W. H. TAYLOR & SON, FUNERAL DIRECTORS, 212 Victoria Street, Hamilton. Phones—Res., 2296, Pembroke Street, day hour. Office 1465. [9, 624, 256, 675]
cable-dateline: WASHINGTON, March 14 [337, 63, 424, 71]
editorial-headline: RENEWED AERIAL WARFARE [623, 166, 831, 180]
column-army-transport: ARMY TRANSPORT EXERCISES CANCELLED VEHICLES UNOBTAINABLE POSITION IN HAMILTON The Army Department announced at a late hour last night that it had decided to abandon the army manoeuvres scheduled for next week in North Auckland owing to the impossibility of securing sufficient transport. The impressment of motor vehicles had proceeded yesterday at Claudelands Showgrounds to the extent of the reception of a considerable number of motor vehicles, mostly light trucks, and though the numbers surrendered by owners was considered to be considerably below expectations, preparations were made to remove the vehicles to the north during the week-end. However, the cancellation of the manoeuvres has caused a transformation. The staff dealing with reception of vehicles could not give out any information for publication, but it was evident to anyone attending the assembly base that very few vehicles remained there this morning. Others had either been removed as soon as it became known that the Army Department's plan had been abandoned or that the vehicles had not even been presented for impressment. Whatever the cause, less than a score of motor vehicles remained at the reception base this morning. Inquiry in Auckland indicates that the Northern Military District was to provide 600 motor trucks and 300 motor-cycles, but the number available up to last night was just about 10 per cent of those numbers. The manoeuvres were to have seen several thousand territorials from all parts of the North Island taking part, and some units from Waiouru camp actually passed through Hamilton last night en route to the north. The plan provided for all units being in bivouac by Wednesday morning next. FINE PLAN UPSET BRIGADIER'S REGRETS (Special to Times) AUCKLAND, Saturday A very fine plan had been prepared and it was regrettable that it had to be abandoned or postponed at very short notice, was the tenor of the comments by Brigadier P. H. Bell, D.S.O., Officer Commanding the Northern Military District. He said there were some cases where vehicles had actually been delivered to the reception depots, but they had later been recovered by owners when it was realised that appeals lodged automatically freed the vehicles from the Army control. Brigadier Bell said that if the manoeuvres could not be carried out next week, alternatives were to postpone them in the hope that more vehicles would become available, or to arrange an entirely fresh series of exercises. The second alternative would be most unfortunate, not only because the rearranged exercises would be without motor transport and consequently would fail to train the troops in modern warfare, but also because of the enormous amount of preparatory work that had already been done. That work, Brigadier Bell said, included the establishment of petrol dumps, the purchase and delivery of supplies, and the engagement of buildings, some of which had been electrically wired. He pointed out that some of the smaller units had already left Waiouru en route to the concentration areas, using Army transport vehicles, which were, of course, to be supplemented by vehicles from civilian sources. STRONG EXCEPTION TAKEN WAIKATO BUSINESS INTERESTS TELEGRAM TO MINISTER Activities in connection with the impressment of vehicles in the Waikato district caused such concern in and around Hamilton that a hurriedly convened meeting of business interests was held to consider the situation. The meeting was held yesterday before it was known that the authorities had cancelled the week-end manoeuvres of the North Island plan for mobilisation in North Auckland. The meeting was representative of business companies operating in the Waikato, and the strongest exception was expressed at the method of impressment of motor vehicles and the following resolution was passed unanimously to be transmitted by telegram to the Minister of Transport. "In the event of National emergency, truck owners are prepared to meet in every way the requirements of the Government, but at the present time it is felt:— "That it is wrong that impressment be effected without reference to the value of the truck to the community and to the businesses engaged in essential industry; that in many cases the impressment of trucks as at present carried out would completely disorganise business and industry, and cause business to cease functioning. "That no indication is given to owners concerned when or if the vehicle will be returned after lapse of time. "That in the case of vehicles commandeered the value should be determined and the price fixed before the transfer is signed. "That the Emergency Precautions scheme are making arrangements for the supply of vehicles under which it is considered that sufficient vehicles can be obtained at short notice without dislocation to the businesses of the country." The meeting urged that the Minister of Transport immediately institute drastic alterations to the present unsatisfactory procedure, and that wider powers of appeal against the impressment of vehicles be granted to truck owners. [1194, 36, 1406, 1960]
cable-headline: AUSTRALIAN MINISTER [337, 206, 423, 214]
monumental-heading: MONUMENTAL MASONS [75, 679, 191, 688]
cable-headline: HITLER'S PLANS [350, 268, 411, 276]
editorial-paragraph: Germany will face a very different proposition this spring. Last year she sent her aerial armada against a Britain tragically unprepared. Even then the Nazis failed to achieve their objective. They caused heavy damage, but they failed to injure the British morale, and they suffered definite defeat in aerial combat. Since the beginning of the war Germany has lost 4250 aeroplanes compared with Britain's loss of fewer than 1800. But on both sides enormous building programmes have been progressing. What the comparative strengths of the two air fleets now are few people know, but what is certain is that Britain is far more favourably placed to meet any action in the air that Germany might undertake. And Britain's resources in materials and building capacity have expanded into a gigantic industry which is now coupled with America's incomparable resources. [504, 263, 950, 334]
rainfall-line: Average yearly rainfall, 46.41in. [9, 443, 101, 451]
gold-ad: OLD DIAMONDS, DIAMOND JEWELLERY AND OLD GOLD. We pay Generous Prices for your OLD JEWELLERY. Call at, or forward by post, to JAMES PASCOE LTD., VICTORIA STREET — HAMILTON, (Also at Auckland). [9, 1323, 256, 1396]
ships-food-paragraph: Sir Arthur Salter will work under the general directions of the British Ambassador at Washington, and will be a member of the British Supply Council in North America. During his absence he will continue in his present office as Parliamentary Secretary to the Ministry of Shipping. [1652, 257, 1869, 301]
local-item-subhead: Auckland Blackout [963, 69, 1041, 79]
column-rule [263, 36, 264, 1960]
cable-headline: MENACE TO AMERICA [339, 40, 421, 48]
column-rule [1187, 36, 1188, 1960]
local-item-subhead: Mr Oscar Natzke's Plans [963, 676, 1063, 686]
cable-text: Thousands of Russians, Poles, Slovaks and Ukrainians are in training by Germany as a military fifth column for the day when Hitler strikes against Stalin, says the Daily Express. An attack is not expected at present, but the Russians are cautiously keeping 20 mechanised divisions close to the border. General Wojciechowsky, a Czech mercenary, commands a fifth column force from headquarters at Cracow and 20 regiments are in training in sabotage as well as military manoeuvres. [270, 303, 491, 368]
army-transport-headline-2: ARMY TRANSPORT [1459, 715, 1600, 731]
tides-table: a.m. p.m. 15 Saturday 11.32 — 16 Sunday 0.2 0.26 [11, 529, 255, 554]
editorial-paragraph: For every bomb the Germans drop on Britain at least one, and perhaps more, will be dropped on Germany. It is to be supposed that Britons are any more likely to give way under the strain than the Germans? The latest attacks on Berlin, Bremen, Hamburg and Kiel are only an introduction to what is to follow this spring. The apparent inertia that previously hampered Britain was caused not by lack of will but by lack of the engines of war. That lack is being made good at an increasing rate. Italy has been reduced to a state of almost impotence in the air by the loss of at least 1100 machines. Germany is a more difficult and a better prepared enemy, but henceforward her airmen will have to meet a foe who need no longer remain on the ground and accept punishment. [504, 394, 950, 454]
theft-paragraph: The three were jointly charged with breaking and entering the house of C. S. Woodward and stealing goods valued at £4 5s 3d; Revell, alone, was charged with breaking and entering the houses of Hughes, Frances Harman, Gwenda Isabella Forsyth, and Mary Ann Burrowes, and stealing goods valued at about £15, £1 and £3 19s respectively. Paranihi was charged with breaking and entering the house of W. McDonald and stealing a pair of slippers valued at 8s 6d. [1652, 769, 1869, 841]
local-item-subhead: Day of Prayer [963, 279, 1019, 289]
cable-item [270, 510, 491, 566]
local-item-subhead: Still At Liberty [963, 122, 1022, 132]
ships-food-paragraph: It will also be necessary for a representative of the British Government to discuss with the United States Administration an arrangement whereby foodstuffs will be made available to this country under the Lend and Lease arrangements. The Minister of Food has asked Mr Robert Brand to undertake this task and be the head of a small mission which is being sent to the United States. Mr Brand will also be a member of the British Supply Council. [1652, 306, 1869, 368]
column-rule [1645, 36, 1646, 1960]
observations-heading: LOCAL OBSERVATIONS [80, 255, 186, 265]
strong-exception-headline: STRONG EXCEPTION TAKEN [1212, 661, 1388, 675]
local-item-text: When heavy rain set in yesterday morning, prospects of a fine weekend were not very bright, but the weather cleared last night, and today was fine though cloudy. Despite yesterday's downpour the air was not cooled, and humid conditions continued to prevail, the thermometer yesterday recording 82 degrees. For the 24 hours which ended at 9 a.m. today .33 inches of rain was registered. [963, 458, 1181, 512]
local-item-text: Mr Oscar Natzke, the well-known singer, told a Wellington interviewer that he has made plans for some time ahead. Toward the end of next month he is to leave for America where he is to tour in concert under the management of Messrs Boosey and Hawke, an engagement which will occupy him for the best part of 12 months. What will happen after that is in the lap of the gods, but he hoped that before very long England will have asserted her authority as the guardian of sanity, freedom and justice, and so afford people to live their lives under normal conditions. [963, 688, 1181, 768]
caught-in-act-paragraph: "The trouble is that although this boy probably got what he deserved, the law does not allow a person to take the law into his own hands," said Mr J. L. Stout, S.M., in the Magistrate's Court today, when convicting John Gretton Mackenzie, director of parks and reserves, of assaulting Ronald Charles Alsen, a schoolboy, who he caught 'causing damage in the Botanical Gardens. Mackenzie was fined £2. [1652, 903, 1869, 965]
farmer-only-subhead: Farmer Only [1652, 971, 1703, 980]
running-head [8, 3, 1868, 33]
cable-text: Futurban Handicap: 4—2 Autolite (Vaughan), 1; 6—8 Petrarhu (Wetdell), 2; 1—1 Kentucky (Wiggins), 3. [270, 483, 491, 500]
cable-headline: HAMILTON CRICKET [343, 570, 417, 578]
dentist-ad: GOLDIE ANDERSON (HAM.), LTD., SURGEON DENTISTS BOOTH & CHAPMAN'S BUILDINGS, Victoria Street, Hours: 8 a.m. to 5 p.m. Friday Evening, 7 p.m. to 8 p.m. G. R. Wilkinson, B.D.S. G. E. Winsfield, Cert. Dent., N.Z. G. W. Turpy, B.D.S. [9, 1214, 256, 1305]
theft-paragraph: The theft of food and other goods from houses at Silverstream last December were explained in the Upper Court yesterday by Joseph Celestine Revell, aged 23, a soldier, who in a statement produced by the police, said he and two Maori youths, Noah Whitau Hikamato and Dardanelles Paranihi, while inmates of Wi Tako would be sent occasionally to the bush near the prison. There they would don civilian clothes they had hidden there, and explore the district and rob houses. This was denied by Paranihi. [1652, 693, 1869, 765]
page-number: 8 [8, 5, 19, 29]
local-item-subhead: Humid and Wet [963, 446, 1026, 456]
ministers-reply-headline: MINISTER'S REPLY [1486, 928, 1572, 938]
cable-dateline: LONDON, March 14 [347, 291, 414, 299]
ships-food-paragraph: In no sphere of our war effort is the help which the United States Government can give us under the Lend and Lease legislation more urgent than that of shipping. Mr Churchill therefore has asked Sir Arthur Salter, Parliamentary Secretary to the Ministry of Shipping, to proceed at once to the United States to discuss with the United States Administration the various forms which their help might take. [1652, 190, 1869, 252]
running-title: THE WAIKATO TIMES, SATURDAY, MARCH 15, 1941 [728, 8, 1147, 26]
scrap-metal-headline: SCRAP METAL SENT [1685, 429, 1836, 446]
ministers-reply-paragraph: "I have discussed the points raised in the complaint with the responsible officers of my department and it is difficult to see, in view of all circumstances, how the obstacles about which so much has appeared in the press could have been avoided without using the 'iron fist'," the Minister said. "This I am not prepared to do. I have heard of no cases where any member of the public has considered that the officers of my department have acted other than courteously and discreetly. [1420, 1022, 1638, 1085]
rainfall-line: Rainfall for year to date, 9.67.in. [9, 435, 102, 443]
rainfall-line: Rainfall for March to date, .86in. [9, 417, 103, 425]
strong-exception-paragraph: "That the Emergency Precautions scheme are making arrangements for the supply of vehicles under which it is considered that sufficient vehicles can be obtained at short notice without dislocation to the businesses of the country." [1194, 932, 1406, 967]
editorial-paragraph: Britain's need of small fighting ships to meet the submarine menace will be supplied to some extent by the report of the decision of the United States to transfer 99 vessels in the current year. It is authoritatively stated that the transfer will include 17 over-age destroyers, 18 mosquito torpedo-boats, 55 submarine-chasing patrol boats and nine over-age submarines. These will be a most welcome addition to the Royal Navy at a time when the world is expecting Germany to put forth its greatest effort to cripple the British Mercantile Marine and so force Britain to capitulate. [504, 491, 950, 541]
column-cables [270, 36, 491, 1960]
editorial-paragraph: There is an impression in some quarters that the movement in favour of an extension of the working hours is a veiled but deliberate attack on the institution of the shorter working week. That is a matter that could and should be left for decision when the war is won. If the war is lost there will certainly be no question about a 40-hour week. Another and ruthless authority will see to that. The issue is not and should not be a political one at the moment. New Zealanders must simply ask themselves whether there is need for greater personal effort. If that question is faced squarely there can be no doubt about the answer. It can scarcely be claimed that the payment for the work done in New Zealand industries is niggardly, judged by comparative standards. [504, 849, 950, 909]
local-item-text: The Metropolitan of New Zealand, Archbishop O'Shea, has received the following cable from the Apostolic Delegate to Australia and New Zealand in Sydney: "Kindly arrange March 23 as a special day of prayer in accordance with the wishes of His Majesty the King." [963, 292, 1181, 327]
quilt-advertisement: Anticipate winter—don't wait until it arrives. Call tomorrow and select your new Down Quilt from our new season's range just opened. We honestly believe that it is the finest range ever to be shown in the Waikato. Coverings include exclusive all-down-proof sateens, plain crepes, embossed Celanese, novelty brocades, glazed chintz, etc. Prices range: Single bed 29/11 to £5/15/-. Double Bed £7/6 to £10/10/-. Hooker and Kingston's, "the store that Value built." [1652, 1023, 1869, 1094]
property-price: £1250 [102, 1082, 164, 1109]
cable-text: Ferry Handicap: 4—6 Parrish Gypsy 1, 3—2 Gilert 2, 13—12 Skipway 3. Scr.: Wart Carry, Lillian Scott. Trial Handicap.—First Division: Good Come Away, 1; 3—4 Trevathan, 2; 12 to Monaco, 3. Second Division: 1—7 Scarlet O'Hara, 1; 7—7 Lustrous, 2; 3—4 British Lass (Spacked with Trevathan), 3. Scr.: Bonnie Sandy, Hippena. President's Handicap: 10—10 Embargo, 1; 15—14 Stanza, 2; 1—1 Loyalist, 3. Scr.: Monaco, Happy Erin. Wyndham Cup: 3—3 Pleasant Guy, 1; 4—5 April Direct, 2; 2—1 Sister Polly (coupled with Gold Streak), 3. [270, 388, 491, 462]
army-warning-paragraph: "The country is at war, and the troops must have the means to defend it," Mr Jones said. "The troops must be properly trained, and modern transport is absolutely essential. The Government would not disturb anyone in the possession of his vehicle except under pressure of the most compelling necessity. In the interests of national security, the Government must ensure that the Army's requirements are met. It would be failing in its duty if it did anything less." [1420, 857, 1638, 919]
nameplate: The Waikato Times [561, 36, 893, 140]
rainfall-line: Average rainfall for March, 3.32in. [9, 426, 109, 434]
local-item-text: "Left Sofia, safely stationed temporarily at Belgrade, later will be attached to Embassy at Istanbul." This brief cable message received yesterday removed the fears of the parents of Mr Norman Davis, a Dunedin Rhodes Scholar who was a member of the press bureau of the British Legation at Sofia, that he had been involved in the bomb outrage at Istanbul, in which four persons were killed. [963, 529, 1181, 582]
editorial-paragraph: Apparently the strike has gained nothing in new concessions for the workers, but it has meant the loss to the country of the fruits of several days' work by hundreds of men. If the negotiations and the settlement have resulted in the elucidation of the national duty of the men and of the Government towards those men, the strike might not have been entirely in vain. The 40-hour week is the crux of the matter. It is perfectly clear, as the Prime Minister himself has emphasised, that greater personal effort is necessary in New Zealand's conduct of the war programme. Within limits, effort can be increased in the space of the 40-hour week, but it is beyond doubt that the output per man in the Dominion could be increased substantially by an extension of the hours of work. That greater output is there for the taking, and New Zealanders must make up their minds whether the war situation demands it. [504, 774, 950, 844]
photo-caption: MR E. CARADUS [1499, 645, 1559, 653]
personal-headline: PERSONAL [1031, 780, 1114, 797]
theft-paragraph: Revell and Hikamato pleaded guilty and were committed for sentence. Paranihi pleaded not guilty and was committed for trial. None of the accused had anything to say in Court and none had counsel. [1652, 846, 1869, 881]
cable-item [270, 268, 491, 374]
ministers-reply-paragraph: "In assisting the Army in getting the vehicles for training purposes, these officers have worked long hours in trying circumstances, using tact and doing all within their power to meet the urgent demands of the Army Department, and the best they are entitled to is helpful co-operation, not carping, irresponsible criticism." [1420, 1089, 1638, 1134]
timber-ad: TAUPO TOTARA TIMBER CO. Stock the FINEST MOUNTAIN SAWN AND DRESSED TIMBERS. Write for Price List. SAWN TOTARAS—Fencing Droppers, Shingles, Survey Pegs, etc. BASH MATERIALS. TOTARA, MATAI, RIMU, ETC. Head Office: Putaruru. Phone 8, Mill: Tokoroa. Phone 1 [9, 1399, 256, 1490]
calendar-heading: CALENDAR [105, 461, 160, 470]
dentist-ad: H. W. FROST (HAMILTON) LTD. SURGEON DENTISTS. MR J. FOORD WILSON, Manager. with MR M. A. KELLY, Phone 2011. WESLEY CHAMBERS, Victoria Street. Hours: 9 a.m. to 5 p.m. Friday Evenings, 7 p.m. to 8.30. Close Saturday, 12 noon. [9, 770, 256, 864]
local-item-subhead: Women's Land Army [963, 332, 1049, 342]
editorial-paragraph: Destroyers are wanted particularly for escort work, the importance of which will increase rapidly as American supplies begin to move across the Atlantic in greater quantities. The 55 submarine-chaser patrol boats have already demonstrated their efficacy in searching for submarines and attacking them with depth charges and other means. Most of these vessels are described as over-age, but that does not mean that they are decrepit. The 50 destroyers recently transferred to Britain have been proved to be exceedingly useful and fast ships which, because they have not been over-worked, still have years of good service before them. [504, 546, 950, 596]
column-rule [1413, 36, 1414, 1960]
farmer-only-paragraph: "You consider yourself a reasonably efficient business man, don't you?" asked Mr W. H. Nicholls of a witness at the Price Fixing Tribunal at Christchurch. Mr Justice Hunter. No. He is a dairy farmer. [1652, 983, 1869, 1018]
topics-paragraph: "In Copenhagen there is little defiance or open hostility but the atmosphere that surrounds the invaders is definitely icy. While almost everybody in Copenhagen used to speak at least a little German before the invasion, most German officers and soldiers now get nothing but a blank stare and an unwilling shrug of shoulders if they inquire for their way or try to engage in conversation. On the streets of Copenhagen the German military attract little notice and no interest whatever; the crowd passes by them, even 'looks through them,' as if they were thin air. If a German officer in the train or street-car rises to offer his seat to a lady, he has a good chance of being rebuffed with an icy 'no thanks.' There is a story in Copenhagen of a Nazi captain who complained about his sufferings in various countries: 'In Czecho Slovakia, the people spat at me, in Poland they sniped at me, but all this is nothing against Denmark, where I am simply frozen out.'"—J. Joesten, in The Fortnightly. [504, 960, 950, 1040]
local-item-text: Auckland's blackout trials will be extended a further stage on Monday night when all Auckland householders will observe the regulations governing the visibility of lights from the sea on either coast, or sky-glow. [963, 82, 1181, 117]
cable-item [270, 206, 491, 264]
rainfall-line: Rainfall for previous 24 hours, .12in. [9, 409, 114, 417]
